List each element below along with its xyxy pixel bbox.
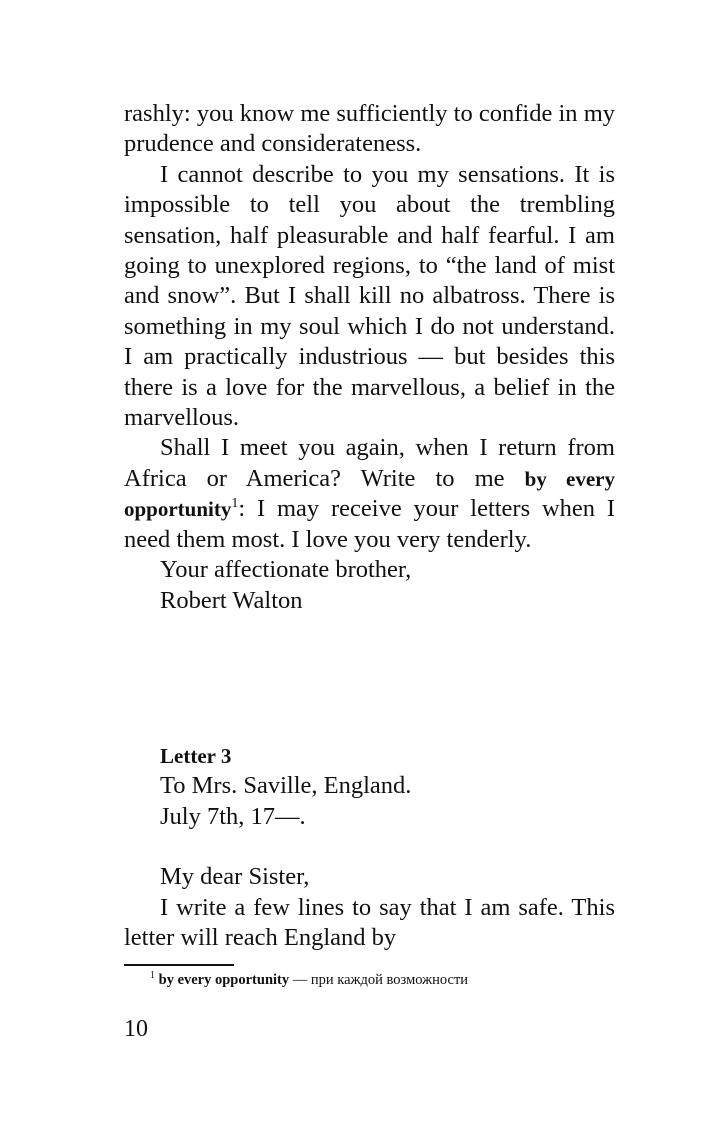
page-number: 10: [124, 1016, 148, 1042]
recipient-line: To Mrs. Saville, England.: [160, 772, 412, 800]
paragraph-3-start: Shall I meet you again, when I return from Africa or America? Write to me: [124, 434, 615, 492]
letter-heading: Letter 3: [160, 744, 232, 768]
spacer: [124, 832, 615, 862]
letter-3-paragraph: I write a few lines to say that I am safe. This letter will reach England by: [124, 893, 615, 952]
bold-term: by every opportunity: [124, 466, 615, 522]
footnote-translation: при каждой возможности: [310, 972, 469, 988]
paragraph-3-end: : I may receive your letters when I need them most. I love you very tenderly.: [124, 495, 615, 553]
paragraph-2: I cannot describe to you my sensations. It is impossible to tell you about the trembling sensation, half pleasurable and half fearful. I am going to unexplored regions, to “the land of mist and snow”. But I shall kill no albatross. There is something in my soul which I do not understand. I am practically industrious — but besides this there is a love for the marvellous, a belief in the marvellous.: [124, 160, 615, 432]
salutation: My dear Sister,: [160, 863, 310, 891]
signature: Robert Walton: [160, 586, 303, 614]
closing-line: Your affectionate brother,: [160, 556, 412, 584]
footnote-term: by every opportunity: [158, 972, 290, 988]
footnote-marker: 1: [231, 496, 239, 512]
footnote-number: 1: [150, 970, 155, 982]
paragraph-3: [124, 433, 615, 555]
main-text: [124, 99, 615, 616]
date-line: July 7th, 17—.: [160, 802, 306, 830]
letter-3-block: [124, 741, 615, 953]
footnote-dash: —: [289, 972, 311, 988]
paragraph-1: rashly: you know me sufficiently to confide in my prudence and considerateness.: [124, 100, 615, 158]
footnote-divider: [124, 964, 234, 966]
footnote: [150, 970, 468, 990]
